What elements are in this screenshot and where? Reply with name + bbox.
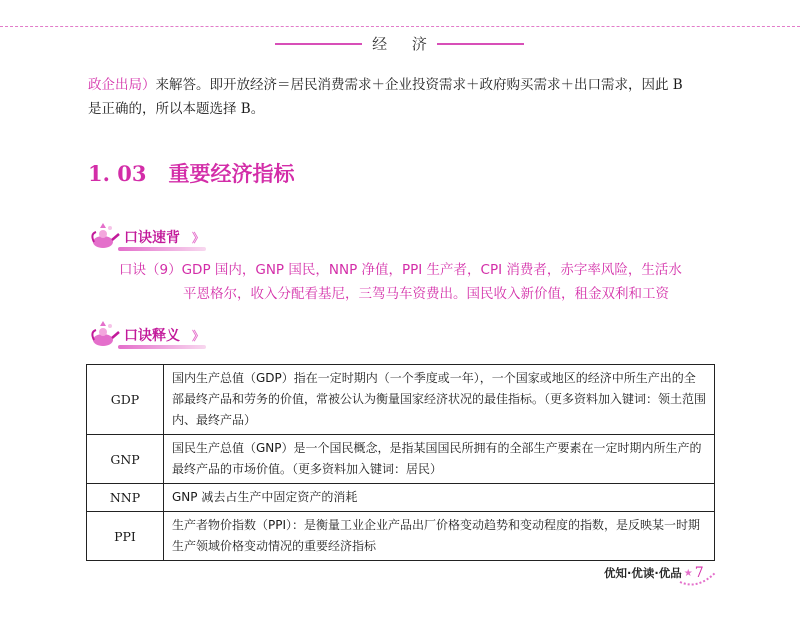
- term-cell: GNP: [87, 435, 164, 484]
- description-cell: GNP 减去占生产中固定资产的消耗: [164, 484, 715, 512]
- intro-line-2: 是正确的，所以本题选择 B。: [88, 101, 265, 117]
- header-rule-left: [275, 43, 362, 45]
- section-heading: [88, 158, 294, 188]
- mnemonic-line-1: 口诀（9）GDP 国内，GNP 国民，NNP 净值，PPI 生产者，CPI 消费者，赤字率风险，生活水: [119, 262, 682, 278]
- intro-line-1-text: 来解答。即开放经济＝居民消费需求＋企业投资需求＋政府购买需求＋出口需求，因此 B: [155, 77, 683, 93]
- teapot-icon: [88, 222, 122, 250]
- explain-badge-label: 》 口诀释义: [118, 327, 206, 345]
- intro-highlight: 政企出局）: [88, 77, 156, 93]
- section-title: 重要经济指标: [168, 162, 295, 186]
- intro-line-1: [88, 74, 716, 97]
- recite-badge-label: 》 口诀速背: [118, 229, 206, 247]
- running-header-title: 经 济: [372, 35, 437, 53]
- term-cell: NNP: [87, 484, 164, 512]
- mnemonic-text: [119, 258, 719, 306]
- description-cell: 国民生产总值（GNP）是一个国民概念，是指某国国民所拥有的全部生产要素在一定时期内所生产的最终产品的市场价值。（更多资料加入键词：居民）: [164, 435, 715, 484]
- recite-badge: [88, 222, 206, 250]
- term-cell: GDP: [87, 365, 164, 435]
- page-footer: [604, 565, 704, 581]
- table-row: [87, 435, 715, 484]
- teapot-icon: [88, 320, 122, 348]
- header-rule-right: [437, 43, 524, 45]
- table-row: [87, 484, 715, 512]
- term-cell: PPI: [87, 512, 164, 561]
- description-cell: 生产者物价指数（PPI）：是衡量工业企业产品出厂价格变动趋势和变动程度的指数，是反映某一时期生产领域价格变动情况的重要经济指标: [164, 512, 715, 561]
- description-cell: 国内生产总值（GDP）指在一定时期内（一个季度或一年），一个国家或地区的经济中所生产出的全部最终产品和劳务的价值，常被公认为衡量国家经济状况的最佳指标。（更多资料加入键词：领土范围内、最终产品）: [164, 365, 715, 435]
- footer-slogan: 优知·优读·优品: [604, 566, 682, 580]
- definitions-table: [86, 364, 715, 561]
- top-dashed-border: [0, 26, 800, 27]
- explain-badge: [88, 320, 206, 348]
- section-number: 1. 03: [88, 161, 147, 186]
- table-row: [87, 365, 715, 435]
- table-row: [87, 512, 715, 561]
- star-icon: ★: [683, 567, 693, 579]
- page-number: 7: [694, 565, 704, 581]
- mnemonic-line-2: 平恩格尔，收入分配看基尼，三驾马车资费出。国民收入新价值，租金双利和工资: [183, 286, 669, 302]
